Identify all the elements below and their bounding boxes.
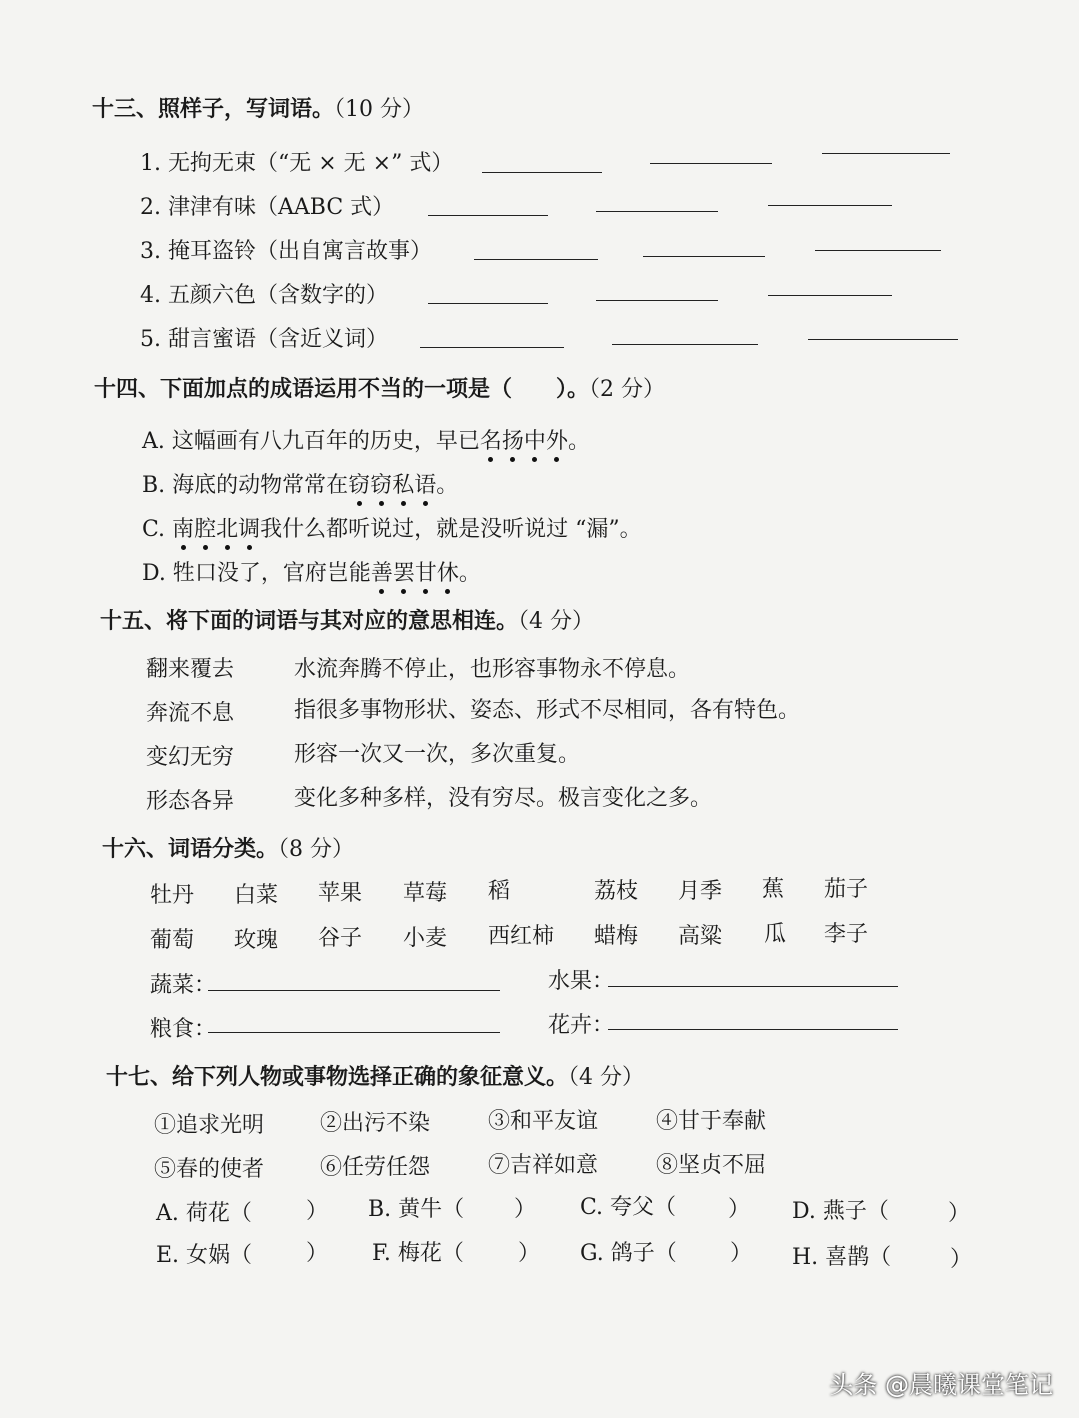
section-16-heading [102,832,354,863]
s17-option-6: ⑥任劳任怨 [320,1155,431,1180]
s17-option-1: ①追求光明 [154,1113,265,1138]
s17-option-5: ⑤春的使者 [154,1157,265,1182]
s17-option-3: ③和平友谊 [488,1109,599,1134]
s13-blank-2b[interactable] [596,211,718,212]
section-13-heading [92,92,424,123]
s17-close-paren[interactable]: ） [948,1201,971,1226]
s16-word: 蕉 [762,877,785,902]
s13-item-3: 3. 掩耳盗铃（出自寓言故事） [140,239,432,264]
s17-close-paren[interactable]: ） [514,1197,537,1222]
s16-category-fruit: 水果： [548,969,615,994]
s16-word: 荔枝 [594,879,639,904]
s13-item-5: 5. 甜言蜜语（含近义词） [140,327,388,352]
s16-word: 茄子 [824,877,869,902]
s16-word: 西红柿 [488,924,555,949]
s16-blank-flower[interactable] [608,1029,898,1030]
s15-meaning-4[interactable]: 变化多种多样，没有穷尽。极言变化之多。 [294,786,713,811]
s16-word: 谷子 [318,926,363,951]
s13-blank-3c[interactable] [815,250,941,251]
s15-word-3[interactable]: 变幻无穷 [146,745,235,770]
s13-blank-4b[interactable] [596,300,718,301]
s13-blank-3a[interactable] [474,259,598,260]
s16-blank-grain[interactable] [208,1032,500,1033]
s15-meaning-1[interactable]: 水流奔腾不停止，也形容事物永不停息。 [294,657,691,682]
section-15-heading [100,604,594,635]
s16-word: 蜡梅 [594,924,639,949]
s16-word: 月季 [678,879,723,904]
watermark: 头条 @晨曦课堂笔记 [829,1371,1053,1399]
s15-word-2[interactable]: 奔流不息 [146,701,235,726]
section-15-title: 十五、将下面的词语与其对应的意思相连。 [100,609,519,634]
s17-item-e: E. 女娲（ [156,1243,253,1268]
section-14-points: （2 分） [589,377,666,402]
s16-word: 稻 [488,879,511,904]
s16-blank-vegetable[interactable] [208,990,500,991]
s15-word-1[interactable]: 翻来覆去 [146,657,235,682]
s16-word: 苹果 [318,881,363,906]
s17-option-2: ②出污不染 [320,1111,431,1136]
s17-item-g: G. 鸽子（ [580,1241,677,1266]
section-17-title: 十七、给下列人物或事物选择正确的象征意义。 [106,1065,569,1090]
section-15-points: （4 分） [518,609,595,634]
section-14-title: 十四、下面加点的成语运用不当的一项是（ ）。 [94,377,590,402]
s13-blank-5b[interactable] [612,344,758,345]
s17-item-h: H. 喜鹊（ [792,1245,892,1270]
s16-word: 高粱 [678,924,723,949]
s17-item-a: A. 荷花（ [156,1201,252,1226]
s17-close-paren[interactable]: ） [730,1241,753,1266]
section-13-title: 十三、照样子，写词语。 [92,97,335,122]
s13-blank-1a[interactable] [482,172,602,173]
s13-blank-3b[interactable] [643,256,765,257]
s14-option-c[interactable]: C. 南腔北调我什么都听说过，就是没听说过 “漏”。 [142,512,642,543]
s16-blank-fruit[interactable] [608,986,898,987]
s16-category-grain: 粮食： [150,1017,217,1042]
s13-item-4: 4. 五颜六色（含数字的） [140,283,388,308]
s15-meaning-2[interactable]: 指很多事物形状、姿态、形式不尽相同，各有特色。 [294,698,801,723]
section-16-points: （8 分） [278,837,355,862]
s13-item-2: 2. 津津有味（AABC 式） [140,195,395,220]
section-17-heading [106,1060,644,1091]
s14-option-a[interactable]: A. 这幅画有八九百年的历史，早已名扬中外。 [142,424,590,455]
s13-blank-2a[interactable] [428,215,548,216]
s17-item-b: B. 黄牛（ [368,1197,465,1222]
s13-blank-5c[interactable] [808,339,958,340]
s13-blank-2c[interactable] [768,205,892,206]
s17-item-c: C. 夸父（ [580,1195,677,1220]
s13-blank-1c[interactable] [822,153,950,154]
s13-blank-1b[interactable] [650,163,772,164]
section-16-title: 十六、词语分类。 [102,837,279,862]
s17-option-4: ④甘于奉献 [656,1109,767,1134]
s17-close-paren[interactable]: ） [728,1197,751,1222]
s16-word: 李子 [824,922,869,947]
s16-category-vegetable: 蔬菜： [150,973,217,998]
s14-option-d[interactable]: D. 牲口没了，官府岂能善罢甘休。 [142,556,481,587]
s13-blank-4a[interactable] [428,303,548,304]
s13-item-1: 1. 无拘无束（“无 × 无 ×” 式） [140,151,454,176]
s16-word: 葡萄 [150,928,195,953]
s17-option-8: ⑧坚贞不屈 [656,1153,767,1178]
s16-word: 瓜 [764,922,787,947]
section-14-heading [94,372,665,403]
s17-item-d: D. 燕子（ [792,1199,889,1224]
s13-blank-4c[interactable] [768,295,892,296]
s14-option-b[interactable]: B. 海底的动物常常在窃窃私语。 [142,468,458,499]
s17-close-paren[interactable]: ） [518,1241,541,1266]
s17-close-paren[interactable]: ） [950,1247,973,1272]
s17-item-f: F. 梅花（ [372,1241,464,1266]
s16-word: 小麦 [403,926,448,951]
section-13-points: （10 分） [334,97,425,122]
s15-meaning-3[interactable]: 形容一次又一次，多次重复。 [294,742,581,767]
section-17-points: （4 分） [568,1065,645,1090]
s16-word: 牡丹 [150,883,195,908]
s17-close-paren[interactable]: ） [306,1199,329,1224]
s16-category-flower: 花卉： [548,1013,615,1038]
s16-word: 白菜 [234,883,279,908]
s13-blank-5a[interactable] [420,347,564,348]
s17-option-7: ⑦吉祥如意 [488,1153,599,1178]
s17-close-paren[interactable]: ） [306,1241,329,1266]
s16-word: 草莓 [403,881,448,906]
s15-word-4[interactable]: 形态各异 [146,789,235,814]
s16-word: 玫瑰 [234,928,279,953]
